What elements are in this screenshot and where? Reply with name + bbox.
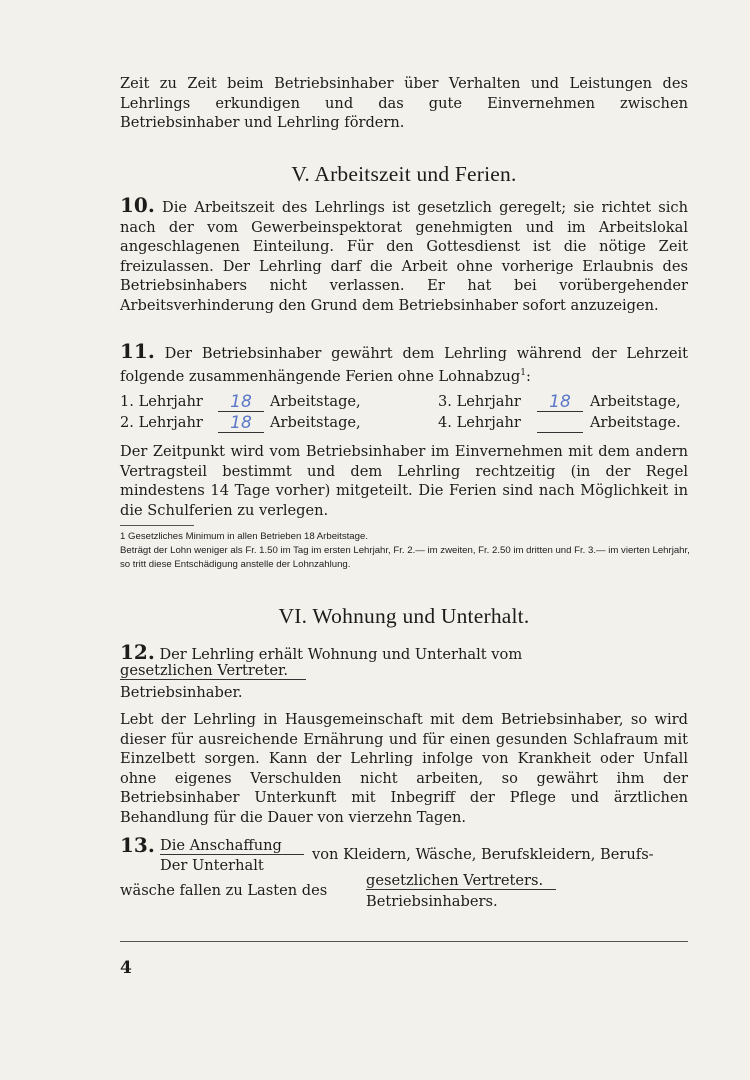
holiday-year-label: 4. Lehrjahr <box>438 414 521 431</box>
paragraph-12-option-betriebsinhaber <box>120 684 243 701</box>
holiday-unit-label: Arbeitstage. <box>590 414 681 431</box>
paragraph-13-text2: wäsche fallen zu Lasten des <box>120 882 328 899</box>
paragraph-text: Die Arbeitszeit des Lehrlings ist gesetzlich geregelt; sie richtet sich nach der vom Gewerbeinspektorat genehmigten und im Arbeitslokal angeschlagenen Einteilung. Für den Gottesdienst ist die nötige Zeit freizulassen. Der Lehrling darf die Arbeit ohne vorherige Erlaubnis des Betriebsinhabers nicht verlassen. Er hat bei vorübergehender Arbeitsverhinderung den Grund dem Betriebsinhaber sofort anzuzeigen. <box>120 199 689 314</box>
section-heading-arbeitszeit: V. Arbeitszeit und Ferien. <box>291 162 517 186</box>
bottom-divider <box>120 941 688 942</box>
paragraph-13-option-vertreter <box>366 872 556 890</box>
holiday-days-field[interactable]: 18 <box>537 393 583 412</box>
paragraph-10 <box>120 193 689 316</box>
holiday-unit-label: Arbeitstage, <box>590 393 681 410</box>
colon: : <box>525 367 531 385</box>
paragraph-12-line1 <box>120 640 522 664</box>
paragraph-13-option-unterhalt <box>160 857 264 874</box>
holiday-days-field[interactable] <box>537 414 583 433</box>
option-text: gesetzlichen Vertreter. <box>120 662 306 680</box>
holiday-year-label: 1. Lehrjahr <box>120 393 203 410</box>
option-text: gesetzlichen Vertreters. <box>366 872 556 890</box>
holiday-days-field[interactable]: 18 <box>218 393 264 412</box>
holiday-days-field[interactable]: 18 <box>218 414 264 433</box>
intro-paragraph: Zeit zu Zeit beim Betriebsinhaber über Verhalten und Leistungen des Lehrlings erkundigen und das gute Einvernehmen zwischen Betriebsinhaber und Lehrling fördern. <box>120 75 688 132</box>
page-number: 4 <box>120 958 132 978</box>
option-text: Die Anschaffung <box>160 837 304 855</box>
paragraph-number: 13. <box>120 833 155 857</box>
option-text: Betriebsinhaber. <box>120 684 243 701</box>
paragraph-13-text1: von Kleidern, Wäsche, Berufskleidern, Berufs- <box>312 846 654 863</box>
paragraph-text: Der Lehrling erhält Wohnung und Unterhalt vom <box>159 646 523 663</box>
footnote-mark: 1 <box>120 531 126 542</box>
paragraph-13-option-betriebsinhaber <box>366 893 498 910</box>
section-heading-wohnung: VI. Wohnung und Unterhalt. <box>278 604 530 628</box>
option-text: Der Unterhalt <box>160 857 264 874</box>
paragraph-number: 11. <box>120 339 155 363</box>
footnote-divider <box>120 525 194 526</box>
holiday-row-2 <box>120 414 690 435</box>
paragraph-11 <box>120 339 688 386</box>
holiday-unit-label: Arbeitstage, <box>270 414 361 431</box>
paragraph-11-continuation: Der Zeitpunkt wird vom Betriebsinhaber im Einvernehmen mit dem andern Vertragsteil bestimmt und dem Lehrling rechtzeitig (in der Regel mindestens 14 Tage vorher) mitgeteilt. Die Ferien sind nach Möglichkeit in die Schulferien zu verlegen. <box>120 443 688 519</box>
paragraph-13-option-anschaffung <box>160 837 304 855</box>
footnote-reference: 1 <box>520 367 526 378</box>
holiday-year-label: 3. Lehrjahr <box>438 393 521 410</box>
holiday-unit-label: Arbeitstage, <box>270 393 361 410</box>
footnote <box>120 530 690 572</box>
footnote-line: Gesetzliches Minimum in allen Betrieben 18 Arbeitstage. <box>128 531 368 542</box>
paragraph-13-number <box>120 833 155 857</box>
paragraph-text: Der Betriebsinhaber gewährt dem Lehrling während der Lehrzeit folgende zusammenhängende Ferien ohne Lohnabzug <box>120 345 688 385</box>
holiday-row-1 <box>120 393 690 414</box>
paragraph-12-option-vertreter <box>120 662 306 680</box>
option-text: Betriebsinhabers. <box>366 893 498 910</box>
paragraph-12-body: Lebt der Lehrling in Hausgemeinschaft mit dem Betriebsinhaber, so wird dieser für ausreichende Ernährung und für einen gesunden Schlafraum mit Einzelbett sorgen. Kann der Lehrling infolge von Krankheit oder Unfall ohne eigenes Verschulden nicht arbeiten, so gewährt ihm der Betriebsinhaber Unterkunft mit Inbegriff der Pflege und ärztlichen Behandlung für die Dauer von vierzehn Tagen. <box>120 711 688 826</box>
footnote-line: Beträgt der Lohn weniger als Fr. 1.50 im Tag im ersten Lehrjahr, Fr. 2.— im zweiten, Fr. 2.50 im dritten und Fr. 3.— im vierten Lehrjahr, so tritt diese Entschädigung anstelle der Lohnzahlung. <box>120 545 690 570</box>
paragraph-number: 12. <box>120 640 155 664</box>
holiday-year-label: 2. Lehrjahr <box>120 414 203 431</box>
paragraph-number: 10. <box>120 193 155 217</box>
